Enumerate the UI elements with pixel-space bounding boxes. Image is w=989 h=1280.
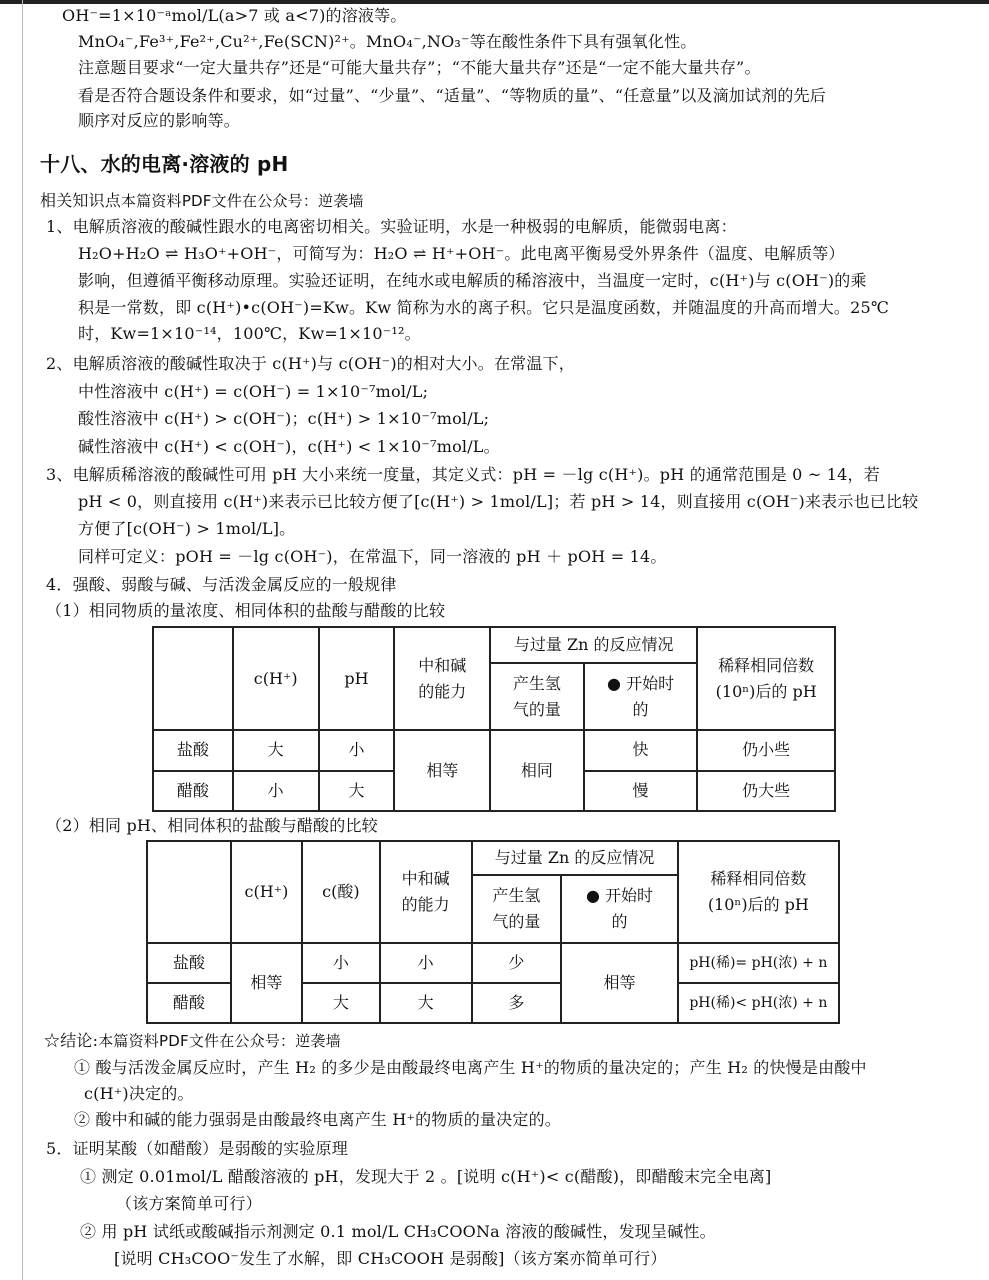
comparison-table-2	[146, 840, 840, 1024]
t2-corner-cell	[147, 841, 231, 943]
t1-cell: 小	[233, 771, 319, 811]
point3-line-1: 3、电解质稀溶液的酸碱性可用 pH 大小来统一度量，其定义式：pH = －lg c(H⁺)。pH 的通常范围是 0 ~ 14，若	[46, 465, 880, 484]
t2-header-zn: 与过量 Zn 的反应情况	[472, 841, 678, 875]
table2-caption: （2）相同 pH、相同体积的盐酸与醋酸的比较	[46, 816, 378, 835]
t2-cell-dilute: pH(稀)< pH(浓) + n	[678, 983, 839, 1023]
t1-row-name: 盐酸	[153, 730, 233, 770]
point3-line-4: 同样可定义：pOH = －lg c(OH⁻)，在常温下，同一溶液的 pH ＋ pOH = 14。	[78, 547, 667, 566]
point3-line-2: pH < 0，则直接用 c(H⁺)来表示已比较方便了[c(H⁺) > 1mol/L]；若 pH > 14，则直接用 c(OH⁻)来表示也已比较	[78, 492, 919, 511]
method-1-line-2: （该方案简单可行）	[116, 1194, 262, 1213]
point1-line-3: 影响，但遵循平衡移动原理。实验还证明，在纯水或电解质的稀溶液中，当温度一定时，c(H⁺)与 c(OH⁻)的乘	[78, 271, 867, 290]
t2-cell: 多	[472, 983, 562, 1023]
conclusion-label: ☆结论:	[44, 1031, 99, 1050]
t2-cell: 小	[302, 943, 380, 983]
t2-header-dilute: 稀释相同倍数 (10ⁿ)后的 pH	[678, 841, 839, 943]
t1-header-h2: 产生氢 气的量	[490, 663, 584, 730]
t1-cell: 小	[319, 730, 395, 770]
point2-line-2: 中性溶液中 c(H⁺) = c(OH⁻) = 1×10⁻⁷mol/L;	[78, 382, 429, 401]
conclusion-heading	[44, 1030, 341, 1052]
t2-header-rate: ● 开始时 的	[561, 875, 677, 943]
point3-line-3: 方便了[c(OH⁻) > 1mol/L]。	[78, 519, 296, 538]
t2-cell: 大	[302, 983, 380, 1023]
t2-cell: 大	[380, 983, 472, 1023]
related-knowledge-line	[40, 190, 364, 212]
point1-line-2: H₂O+H₂O ⇌ H₃O⁺+OH⁻，可简写为：H₂O ⇌ H⁺+OH⁻。此电离平衡易受外界条件（温度、电解质等）	[78, 244, 845, 263]
t2-header-acid: c(酸)	[302, 841, 380, 943]
table1-caption: （1）相同物质的量浓度、相同体积的盐酸与醋酸的比较	[46, 601, 446, 620]
method-2-line-2: [说明 CH₃COO⁻发生了水解，即 CH₃COOH 是弱酸]（该方案亦简单可行）	[114, 1249, 667, 1268]
t1-corner-cell	[153, 627, 233, 730]
point5-title: 5．证明某酸（如醋酸）是弱酸的实验原理	[46, 1139, 348, 1158]
t2-cell-dilute: pH(稀)= pH(浓) + n	[678, 943, 839, 983]
left-margin-line	[22, 0, 23, 1280]
note-line-3: 注意题目要求“一定大量共存”还是“可能大量共存”；“不能大量共存”还是“一定不能大量共存”。	[78, 58, 761, 77]
t1-cell-neutral: 相等	[394, 730, 490, 811]
source-note: 本篇资料PDF文件在公众号：逆袭墙	[121, 192, 364, 210]
point1-line-1: 1、电解质溶液的酸碱性跟水的电离密切相关。实验证明，水是一种极弱的电解质，能微弱电离：	[46, 217, 737, 236]
t1-cell: 快	[584, 730, 698, 770]
t1-row-name: 醋酸	[153, 771, 233, 811]
related-label: 相关知识点	[40, 191, 122, 210]
t2-cell-rate: 相等	[561, 943, 677, 1023]
conclusion-1-line-2: c(H⁺)决定的。	[84, 1084, 194, 1103]
point2-line-1: 2、电解质溶液的酸碱性取决于 c(H⁺)与 c(OH⁻)的相对大小。在常温下，	[46, 354, 575, 373]
t1-header-rate: ● 开始时 的	[584, 663, 698, 730]
t2-header-h2: 产生氢 气的量	[472, 875, 562, 943]
t1-cell: 大	[319, 771, 395, 811]
t2-cell: 少	[472, 943, 562, 983]
top-border	[0, 0, 989, 4]
t2-row-name: 盐酸	[147, 943, 231, 983]
point4-title: 4．强酸、弱酸与碱、与活泼金属反应的一般规律	[46, 575, 397, 594]
conclusion-1-line-1: ① 酸与活泼金属反应时，产生 H₂ 的多少是由酸最终电离产生 H⁺的物质的量决定的；产生 H₂ 的快慢是由酸中	[74, 1058, 867, 1077]
t1-header-dilute: 稀释相同倍数 (10ⁿ)后的 pH	[697, 627, 835, 730]
t1-cell: 仍小些	[697, 730, 835, 770]
t1-header-ph: pH	[319, 627, 395, 730]
point2-line-4: 碱性溶液中 c(H⁺) < c(OH⁻)，c(H⁺) < 1×10⁻⁷mol/L。	[78, 437, 500, 456]
method-1-line-1: ① 测定 0.01mol/L 醋酸溶液的 pH，发现大于 2 。[说明 c(H⁺)< c(醋酸)，即醋酸末完全电离]	[80, 1167, 772, 1186]
t2-row-name: 醋酸	[147, 983, 231, 1023]
t2-header-neutralize: 中和碱 的能力	[380, 841, 472, 943]
note-line-2: MnO₄⁻,Fe³⁺,Fe²⁺,Cu²⁺,Fe(SCN)²⁺。MnO₄⁻,NO₃⁻等在酸性条件下具有强氧化性。	[78, 32, 697, 51]
method-2-line-1: ② 用 pH 试纸或酸碱指示剂测定 0.1 mol/L CH₃COONa 溶液的酸碱性，发现呈碱性。	[80, 1222, 716, 1241]
conclusion-2: ② 酸中和碱的能力强弱是由酸最终电离产生 H⁺的物质的量决定的。	[74, 1110, 561, 1129]
t2-cell-ch: 相等	[231, 943, 302, 1023]
t1-header-zn: 与过量 Zn 的反应情况	[490, 627, 697, 663]
note-line-5: 顺序对反应的影响等。	[78, 111, 241, 130]
comparison-table-1	[152, 626, 836, 812]
section-title: 十八、水的电离·溶液的 pH	[40, 152, 289, 176]
point1-line-5: 时，Kw=1×10⁻¹⁴，100℃，Kw=1×10⁻¹²。	[78, 324, 421, 343]
t2-header-ch: c(H⁺)	[231, 841, 302, 943]
note-line-4: 看是否符合题设条件和要求，如“过量”、“少量”、“适量”、“等物质的量”、“任意量”以及滴加试剂的先后	[78, 86, 826, 105]
point1-line-4: 积是一常数，即 c(H⁺)•c(OH⁻)=Kw。Kw 简称为水的离子积。它只是温度函数，并随温度的升高而增大。25℃	[78, 298, 889, 317]
t1-header-ch: c(H⁺)	[233, 627, 319, 730]
t1-cell-h2: 相同	[490, 730, 584, 811]
t1-cell: 大	[233, 730, 319, 770]
t1-header-neutralize: 中和碱 的能力	[394, 627, 490, 730]
note-line-1: OH⁻=1×10⁻ᵃmol/L(a>7 或 a<7)的溶液等。	[62, 6, 407, 25]
conclusion-note: 本篇资料PDF文件在公众号：逆袭墙	[98, 1032, 341, 1050]
t2-cell: 小	[380, 943, 472, 983]
point2-line-3: 酸性溶液中 c(H⁺) > c(OH⁻)；c(H⁺) > 1×10⁻⁷mol/L;	[78, 409, 490, 428]
t1-cell: 仍大些	[697, 771, 835, 811]
t1-cell: 慢	[584, 771, 698, 811]
